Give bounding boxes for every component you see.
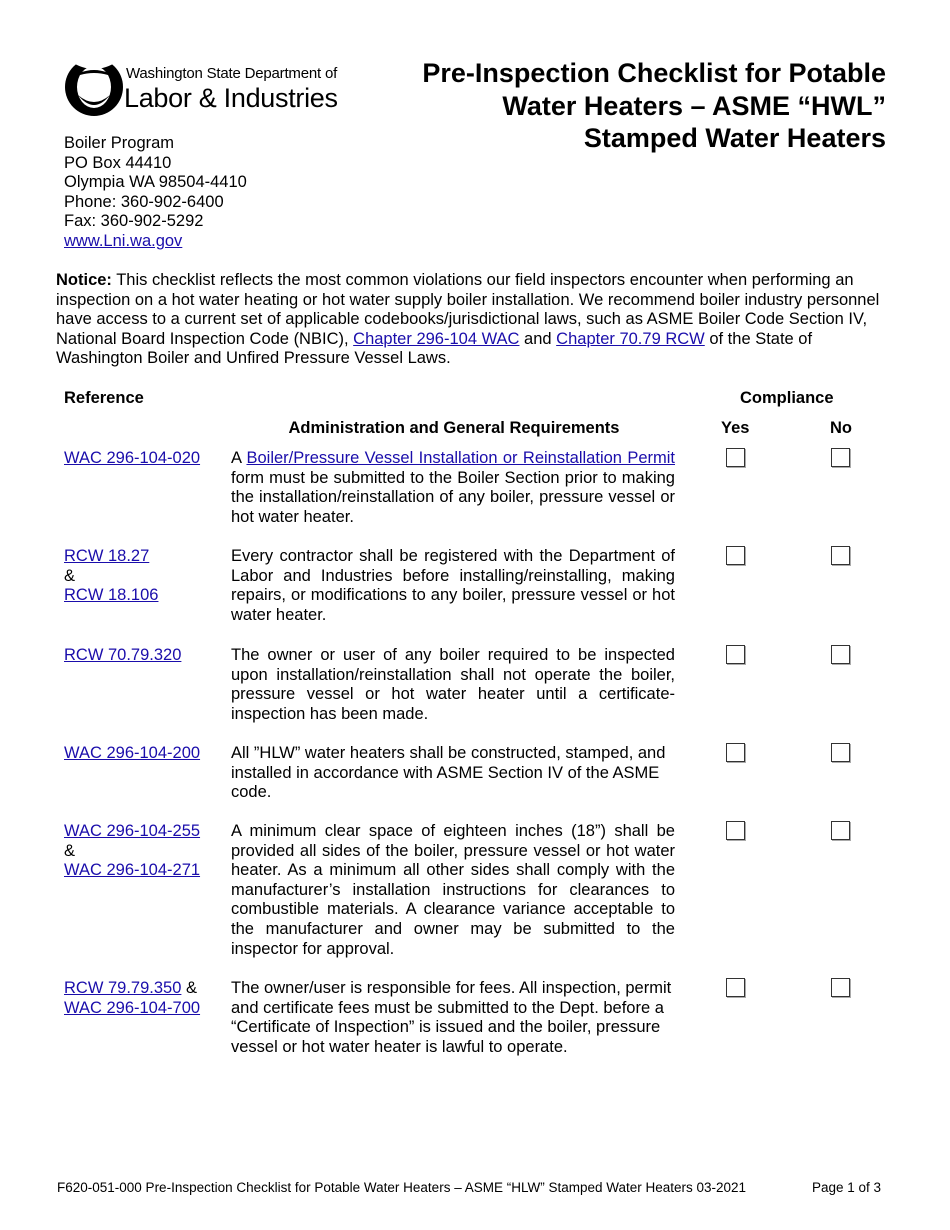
row-1-yes-checkbox[interactable] <box>726 448 745 467</box>
logo-line-1: Washington State Department of <box>126 65 338 82</box>
row-1-desc-pre: A <box>231 449 247 467</box>
row-1-description <box>231 449 675 527</box>
rcw-70-79-320-link[interactable]: RCW 70.79.320 <box>64 646 182 664</box>
notice-label: Notice: <box>56 271 112 289</box>
yes-header: Yes <box>721 419 750 437</box>
footer-form-id: F620-051-000 Pre-Inspection Checklist for Potable Water Heaters – ASME “HLW” Stamped Water Heaters 03-2021 <box>57 1180 747 1195</box>
lni-logo-icon <box>64 55 124 117</box>
chapter-296-104-wac-link[interactable]: Chapter 296-104 WAC <box>353 329 520 348</box>
row-1-desc-post: form must be submitted to the Boiler Section prior to making the installation/reinstallation of any boiler, pressure vessel or hot water heater. <box>231 468 675 526</box>
title-line-1: Pre-Inspection Checklist for Potable <box>422 58 886 88</box>
row-4-no-checkbox[interactable] <box>831 743 850 762</box>
wac-296-104-020-link[interactable]: WAC 296-104-020 <box>64 449 201 467</box>
page-number: Page 1 of 3 <box>812 1180 882 1195</box>
rcw-18-106-link[interactable]: RCW 18.106 <box>64 586 159 605</box>
program-name: Boiler Program <box>64 134 175 152</box>
reference-header: Reference <box>64 389 144 407</box>
rcw-79-79-350-link[interactable]: RCW 79.79.350 <box>64 979 182 997</box>
phone: Phone: 360-902-6400 <box>64 192 224 211</box>
notice-text-1: This checklist reflects the most common violations our field inspectors encounter when performing an inspection on a hot water heating or hot water supply boiler installation. We recommend boiler industry personnel have access to a current set of applicable codebooks/jurisdictional laws, such as ASME Boiler Code Section IV, National Board Inspection Code (NBIC), <box>56 271 880 348</box>
row-6-reference <box>64 979 234 1018</box>
row-6-yes-checkbox[interactable] <box>726 978 745 997</box>
no-header: No <box>830 419 852 437</box>
city-line: Olympia WA 98504-4410 <box>64 173 247 192</box>
row-6-ampersand: & <box>181 979 197 997</box>
notice-paragraph <box>56 271 896 369</box>
row-6-no-checkbox[interactable] <box>831 978 850 997</box>
row-3-reference <box>64 646 224 666</box>
row-1-reference <box>64 449 224 469</box>
row-2-description: Every contractor shall be registered with the Department of Labor and Industries before installing/reinstalling, making repairs, or modifications to any boiler, pressure vessel or hot water heater. <box>231 547 675 624</box>
wac-296-104-255-link[interactable]: WAC 296-104-255 <box>64 822 201 840</box>
row-3-no-checkbox[interactable] <box>831 645 850 664</box>
section-title: Administration and General Requirements <box>288 419 620 437</box>
row-5-reference <box>64 822 224 881</box>
compliance-header: Compliance <box>740 389 834 407</box>
address-block <box>64 134 247 252</box>
row-5-yes-checkbox[interactable] <box>726 821 745 840</box>
row-2-no-checkbox[interactable] <box>831 546 850 565</box>
chapter-70-79-rcw-link[interactable]: Chapter 70.79 RCW <box>556 329 705 348</box>
fax: Fax: 360-902-5292 <box>64 212 204 231</box>
page-title <box>366 57 886 155</box>
title-line-3: Stamped Water Heaters <box>583 123 886 153</box>
wac-296-104-200-link[interactable]: WAC 296-104-200 <box>64 744 201 762</box>
wac-296-104-700-link[interactable]: WAC 296-104-700 <box>64 998 201 1017</box>
row-4-reference <box>64 744 224 764</box>
row-1-no-checkbox[interactable] <box>831 448 850 467</box>
notice-text-3: of the State of Washington Boiler and Unfired Pressure Vessel Laws. <box>56 329 813 368</box>
row-6-description: The owner/user is responsible for fees. All inspection, permit and certificate fees must be submitted to the Dept. before a “Certificate of Inspection” is issued and the boiler, pressure vessel or hot water heater is lawful to operate. <box>231 979 672 1056</box>
row-4-description: All ”HLW” water heaters shall be constructed, stamped, and installed in accordance with ASME Section IV of the ASME code. <box>231 744 666 802</box>
permit-form-link[interactable]: Boiler/Pressure Vessel Installation or Reinstallation Permit <box>246 449 675 467</box>
row-5-ampersand: & <box>64 841 76 860</box>
notice-text-2: and <box>519 329 557 348</box>
row-5-no-checkbox[interactable] <box>831 821 850 840</box>
website-link[interactable]: www.Lni.wa.gov <box>64 231 183 250</box>
logo-line-2: Labor & Industries <box>124 83 338 113</box>
wac-296-104-271-link[interactable]: WAC 296-104-271 <box>64 861 201 880</box>
row-3-description: The owner or user of any boiler required to be inspected upon installation/reinstallation shall not operate the boiler, pressure vessel or hot water heater until a certificate-inspection has been made. <box>231 646 675 723</box>
row-2-yes-checkbox[interactable] <box>726 546 745 565</box>
row-5-description: A minimum clear space of eighteen inches (18”) shall be provided all sides of the boiler, pressure vessel or hot water heater. As a minimum all other sides shall comply with the manufacturer’s installation instructions for clearances to combustible materials. A clearance variance acceptable to the manufacturer and owner may be submitted to the inspector for approval. <box>231 822 675 958</box>
row-3-yes-checkbox[interactable] <box>726 645 745 664</box>
title-line-2: Water Heaters – ASME “HWL” <box>502 90 886 121</box>
row-2-ampersand: & <box>64 566 76 585</box>
row-4-yes-checkbox[interactable] <box>726 743 745 762</box>
rcw-18-27-link[interactable]: RCW 18.27 <box>64 547 150 565</box>
po-box: PO Box 44410 <box>64 153 172 172</box>
row-2-reference <box>64 547 224 606</box>
